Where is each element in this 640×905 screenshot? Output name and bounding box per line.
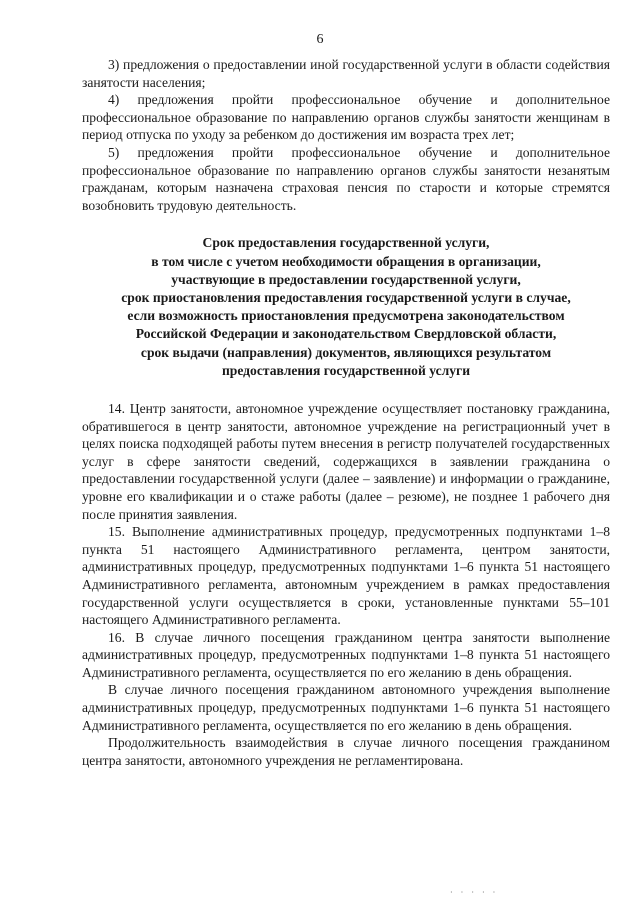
paragraph-16-autonomous: В случае личного посещения гражданином автономного учреждения выполнение административных процедур, предусмотренных подпунктами 1–6 пункта 51 настоящего Административного регламента, осуществляется по его желанию в день обращения. — [82, 682, 610, 733]
heading-line: срок выдачи (направления) документов, являющихся результатом — [140, 344, 552, 360]
paragraph-14: 14. Центр занятости, автономное учреждение осуществляет постановку гражданина, обратившегося в центр занятости, автономное учреждение на регистрационный учет в целях поиска подходящей работы путем внесения в регистр получателей государственных услуг в сфере занятости сведений, содержащихся в заявлении гражданина о предоставлении государственной услуги (далее – заявление) и информации о гражданине, уровне его квалификации и о стаже работы (далее – резюме), не позднее 1 рабочего дня после принятия заявления. — [82, 400, 610, 522]
heading-line: если возможность приостановления предусмотрена законодательством — [127, 308, 565, 324]
paragraph-duration: Продолжительность взаимодействия в случае личного посещения гражданином центра занятости, автономного учреждения не регламентирована. — [82, 735, 610, 768]
paragraph-item-4: 4) предложения пройти профессиональное обучение и дополнительное профессиональное образование по направлению органов службы занятости женщинам в период отпуска по уходу за ребенком до достижения им возраста трех лет; — [82, 92, 610, 143]
paragraph-15: 15. Выполнение административных процедур, предусмотренных подпунктами 1–8 пункта 51 настоящего Административного регламента, центром занятости, административных процедур, предусмотренных подпунктами 1–6 пункта 51 настоящего Административного регламента, автономным учреждением в рамках предоставления государственной услуги осуществляется в сроки, установленные пунктами 55–101 настоящего Административного регламента. — [82, 524, 610, 628]
page-content — [82, 56, 610, 769]
paragraph-item-3: 3) предложения о предоставлении иной государственной услуги в области содействия занятости населения; — [82, 57, 610, 90]
heading-line: в том числе с учетом необходимости обращения в организации, — [151, 253, 541, 269]
paragraph-item-5: 5) предложения пройти профессиональное обучение и дополнительное профессиональное образование по направлению органов службы занятости незанятым гражданам, которым назначена страховая пенсия по старости и которые стремятся возобновить трудовую деятельность. — [82, 144, 610, 213]
heading-line: участвующие в предоставлении государственной услуги, — [171, 271, 521, 287]
paragraph-16: 16. В случае личного посещения гражданином центра занятости выполнение административных процедур, предусмотренных подпунктами 1–8 пункта 51 настоящего Административного регламента, осуществляется по его желанию в день обращения. — [82, 629, 610, 680]
heading-line: Срок предоставления государственной услуги, — [202, 235, 490, 251]
heading-line: Российской Федерации и законодательством Свердловской области, — [135, 326, 557, 342]
heading-line: срок приостановления предоставления государственной услуги в случае, — [121, 289, 571, 305]
section-heading — [82, 234, 610, 380]
scan-artifact-marks: · · · · · — [450, 888, 499, 897]
heading-line: предоставления государственной услуги — [221, 362, 471, 378]
page-number: 6 — [316, 32, 324, 47]
